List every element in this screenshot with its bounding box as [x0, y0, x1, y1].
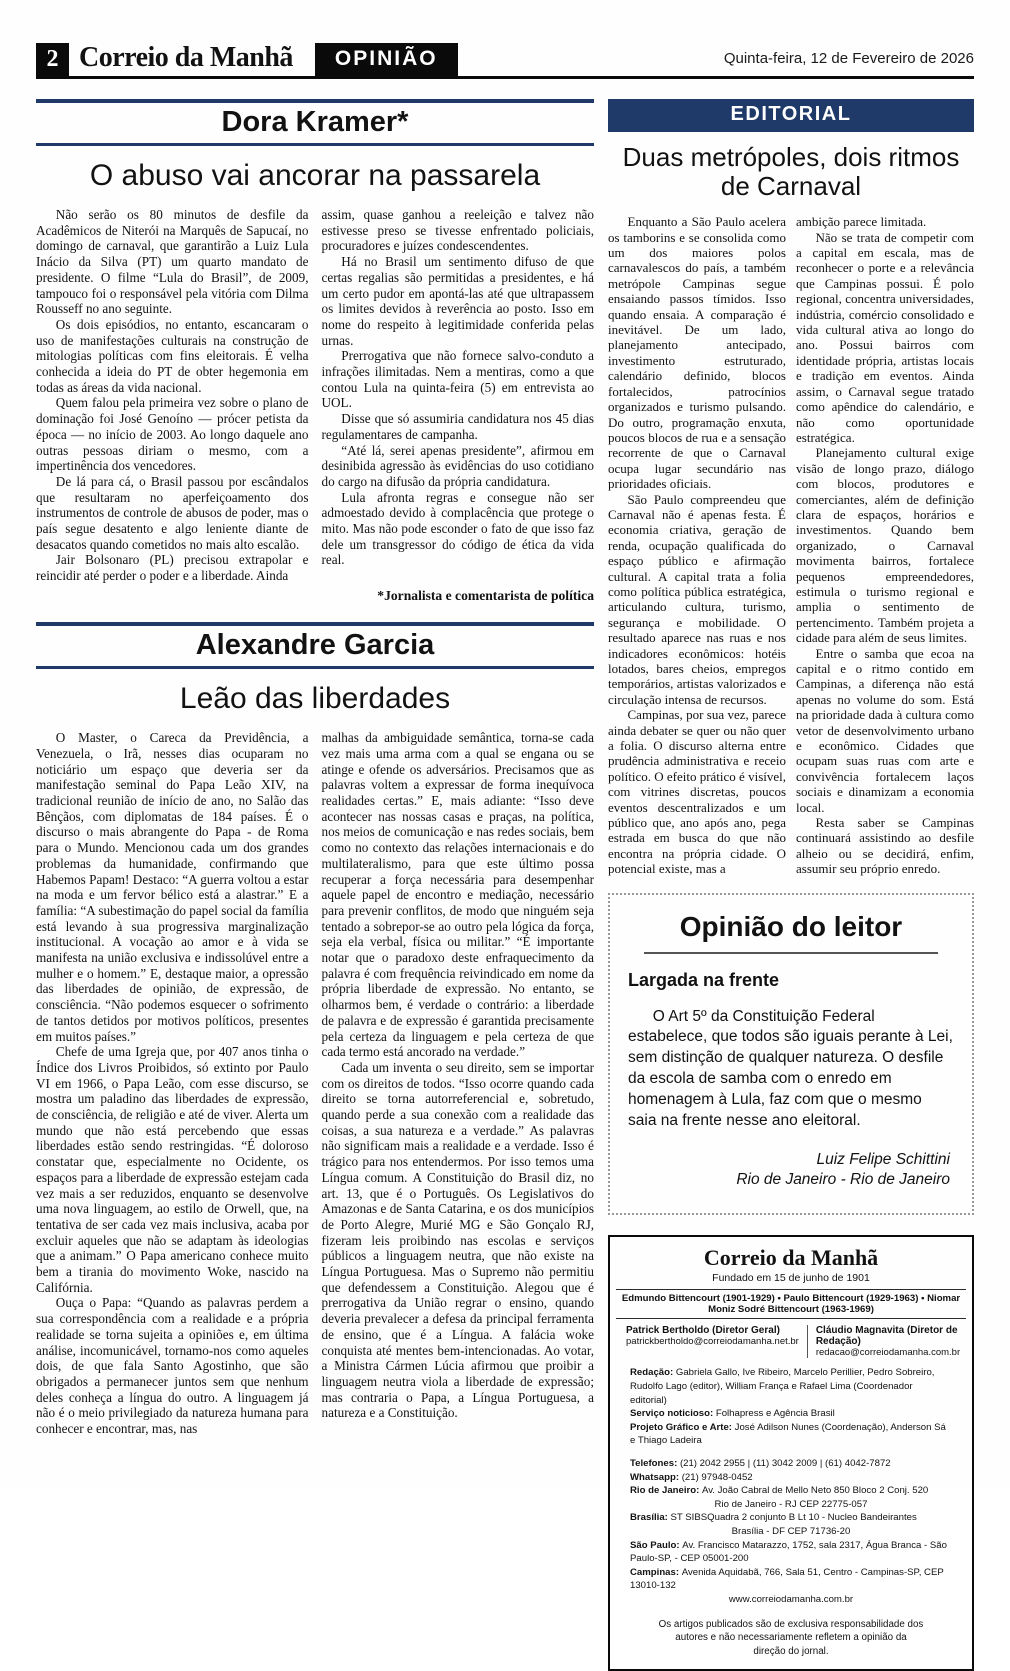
reader-opinion-title: Opinião do leitor — [644, 911, 937, 954]
left-column — [36, 99, 594, 1671]
divider-rule — [36, 99, 594, 103]
page-number: 2 — [36, 43, 69, 77]
masthead-line: Projeto Gráfico e Arte: José Adilson Nunes (Coordenação), Anderson Sá e Thiago Ladeira — [630, 1421, 946, 1447]
masthead-line: Brasília: ST SIBSQuadra 2 conjunto B Lt 10 - Nucleo Bandeirantes — [630, 1512, 917, 1524]
editorial-headline: Duas metrópoles, dois ritmos de Carnaval — [622, 142, 960, 202]
masthead-line: Whatsapp: (21) 97948-0452 — [630, 1471, 753, 1483]
director-redaction — [807, 1325, 968, 1358]
paragraph: De lá para cá, o Brasil passou por escândalos que resultaram no aperfeiçoamento dos instrumentos de controle de abusos de poder, mas o país segue desatento e algo leniente diante de desacatos quando cometidos no mais alto escalão. — [36, 473, 309, 552]
article-headline: Leão das liberdades — [179, 682, 451, 716]
author-name: Alexandre Garcia — [195, 629, 435, 662]
article-column-2 — [322, 730, 595, 1437]
paragraph: Prerrogativa que não fornece salvo-conduto a infrações ilimitadas. Nem a mentiras, como a que contou Lula na quinta-feira (5) em entrevista ao UOL. — [321, 348, 594, 411]
masthead-directors — [618, 1325, 964, 1358]
editorial-column-2 — [796, 214, 974, 876]
letter-signature-name: Luiz Felipe Schittini — [816, 1151, 950, 1169]
article-column-1 — [36, 207, 309, 604]
director-general — [618, 1325, 807, 1358]
masthead-line: Serviço noticioso: Folhapress e Agência Brasil — [630, 1408, 835, 1420]
director-redaction-name: Cláudio Magnavita (Diretor de Redação) — [815, 1325, 958, 1348]
masthead-line: Rio de Janeiro - RJ CEP 22775-057 — [714, 1498, 868, 1510]
right-column — [608, 99, 974, 1671]
section-label: OPINIÃO — [315, 43, 458, 77]
paragraph: Entre o samba que ecoa na capital e o ritmo contido em Campinas, a diferença não está apenas no volume do som. Está na prioridade dada à cultura como vetor de desenvolvimento urbano e econômico. Cidades que ocupam suas ruas com arte e convivência fortalecem laços sociais e dinamizam a economia local. — [796, 645, 974, 815]
masthead-box — [608, 1235, 974, 1670]
newspaper-logo: Correio da Manhã — [79, 42, 293, 73]
article-dora-kramer — [36, 99, 594, 604]
editorial-column-1 — [608, 214, 786, 876]
article-text — [36, 207, 594, 604]
paragraph: São Paulo compreendeu que Carnaval não é apenas festa. É economia criativa, geração de renda, ocupação qualificada do espaço público e afirmação cultural. A capital trata a folia como política pública estratégica, articulando cultura, turismo, segurança e mobilidade. O resultado aparece nas ruas e nos indicadores econômicos: hotéis lotados, bares cheios, empregos temporários, artistas valorizados e circulação intensa de recursos. — [608, 491, 786, 707]
editorial-text — [608, 214, 974, 876]
masthead-title: Correio da Manhã — [703, 1245, 879, 1271]
paragraph: Quem falou pela primeira vez sobre o plano de dominação foi José Genoíno — prócer petista da época — no início de 2003. Ao longo daquele ano outras pessoas diriam o mesmo, com a impertinência dos vencedores. — [36, 395, 309, 474]
letter-title: Largada na frente — [628, 969, 780, 990]
article-column-2 — [322, 207, 595, 604]
paragraph: ambição parece limitada. — [796, 214, 927, 230]
page-body — [36, 99, 974, 1671]
page-header — [36, 42, 974, 79]
masthead-founded: Fundado em 15 de junho de 1901 — [712, 1272, 870, 1285]
divider-rule — [36, 622, 594, 626]
masthead-line: São Paulo: Av. Francisco Matarazzo, 1752, sala 2317, Água Branca - São Paulo-SP, - CEP 05001-200 — [630, 1539, 947, 1565]
paragraph: Resta saber se Campinas continuará assistindo ao desfile alheio ou se decidirá, enfim, assumir seu próprio enredo. — [796, 815, 974, 877]
masthead-line: Telefones: (21) 2042 2955 | (11) 3042 2009 | (61) 4042-7872 — [630, 1457, 891, 1469]
director-general-name: Patrick Bertholdo (Diretor Geral) — [626, 1325, 780, 1337]
article-text — [36, 730, 594, 1437]
paragraph: “Até lá, serei apenas presidente”, afirmou em desinibida agressão às evidências do uso cotidiano do cargo na difusão da própria candidatura. — [321, 442, 594, 489]
masthead-info-lines — [618, 1366, 964, 1606]
edition-date: Quinta-feira, 12 de Fevereiro de 2026 — [723, 49, 974, 67]
paragraph: Campinas, por sua vez, parece ainda debater se quer ou não quer a folia. O discurso alterna entre prudência administrativa e receio político. O efeito prático é visível, com vitrines discretas, poucos eventos descentralizados e um público que, ano após ano, pega estrada em busca do que não encontra na própria cidade. O potencial existe, mas a — [608, 707, 786, 877]
masthead-disclaimer: Os artigos publicados são de exclusiva responsabilidade dos autores e não necessariamente refletem a opinião da direção do jornal. — [658, 1618, 924, 1658]
editorial-section — [608, 99, 974, 877]
masthead-line: www.correiodamanha.com.br — [728, 1594, 854, 1606]
divider-rule — [36, 666, 594, 669]
article-column-1 — [36, 730, 309, 1437]
director-general-email: patrickbertholdo@correiodamanha.net.br — [626, 1336, 799, 1348]
author-credit: *Jornalista e comentarista de política — [377, 588, 594, 604]
reader-opinion-box — [608, 893, 974, 1216]
paragraph: Os dois episódios, no entanto, escancaram o uso de manifestações culturais na construção de mitologias políticas com fins eleitorais. É velha conhecida a ideia do PT de obter hegemonia em todas as áreas da vida nacional. — [36, 316, 309, 395]
paragraph: Disse que só assumiria candidatura nos 45 dias regulamentares de campanha. — [321, 411, 594, 442]
column-continuation — [322, 207, 595, 568]
paragraph: O Master, o Careca da Previdência, a Venezuela, o Irã, nesses dias ocuparam no noticiário um espaço que deveria ser da manifestação seminal do Papa Leão XIV, na tradicional reunião de início de ano, no Salão das Bênçãos, com diplomatas de 184 países. É o discurso o mais abrangente do Papa - de Roma para o Mundo. Mencionou cada um dos grandes problemas da humanidade, confirmando que Habemos Papam! Destaco: “A guerra voltou a estar na moda e um fervor bélico está a alastrar.” E a família: “A subestimação do papel social da família está levando à sua progressiva marginalização institucional. A vocação ao amor e à vida se manifesta na união exclusiva e indissolúvel entre a mulher e o homem.” E, destaque maior, a opressão das liberdades de opinião, de expressão, de consciência. “Não podemos esquecer o sofrimento de tantos detidos por motivos políticos, presentes em muitos países.” — [36, 730, 309, 1044]
masthead-line: Brasília - DF CEP 71736-20 — [731, 1525, 851, 1537]
paragraph: Planejamento cultural exige visão de longo prazo, diálogo com blocos, produtores e comerciantes, além de definição clara de espaços, horários e investimentos. Quando bem organizado, o Carnaval movimenta bairros, fortalece pequenos empreendedores, estimula o turismo regional e amplia o sentimento de pertencimento. Também projeta a cidade para além de seus limites. — [796, 445, 974, 646]
paragraph: Não serão os 80 minutos de desfile da Acadêmicos de Niterói na Marquês de Sapucaí, no domingo de carnaval, que garantirão a Luiz Lula Inácio da Silva (PT) um quarto mandato de presidente. O filme “Lula do Brasil”, de 2009, tampouco foi o responsável pela vitória com Dilma Rousseff no ano seguinte. — [36, 207, 309, 317]
paragraph: Há no Brasil um sentimento difuso de que certas regalias são permitidas a presidentes, e há um certo pudor em apontá-las até que ultrapassem os limites devidos à reverência ao posto. Isso em nome do respeito à legitimidade conferida pelas urnas. — [321, 254, 594, 348]
divider-rule — [36, 143, 594, 146]
paragraph: Cada um inventa o seu direito, sem se importar com os direitos de todos. “Isso ocorre quando cada direito se torna autorreferencial e, sobretudo, quando perde a sua conexão com a realidade das coisas, a sua natureza e a verdade.” As palavras não significam mais a realidade e a verdade. Isso é trágico para nos entendermos. Por isso temos uma Língua comum. A Constituição do Brasil diz, no art. 13, que é o Português. Os Legislativos do Amazonas e de Santa Catarina, e os dos municípios de Porto Alegre, Murié MG e São Gonçalo RJ, fizeram leis proibindo nas escolas e serviços públicos a linguagem neutra, que não existe na Língua Portuguesa. Mas o Supremo não permitiu que defendessem a Constituição. Alegou que é prerrogativa da União regrar o ensino, quando deveria prevalecer a defesa da principal ferramenta de ensino, que é a Língua. A falácia woke conquista até mentes bem-intencionadas. Ao votar, a Ministra Cármen Lúcia afirmou que proibir a linguagem neutra viola a liberdade de expressão; mas contraria o Papa, a Língua Portuguesa, a natureza e a Constituição. — [321, 1059, 594, 1421]
masthead-line: Rio de Janeiro: Av. João Cabral de Mello Neto 850 Bloco 2 Conj. 520 — [630, 1485, 929, 1497]
paragraph: Enquanto a São Paulo acelera os tamborins e se consolida como um dos maiores polos carnavalescos do país, a também metrópole Campinas segue ensaiando passos tímidos. Isso quando ensaia. A comparação é inevitável. De um lado, planejamento antecipado, investimento estruturado, calendário definido, blocos fortalecidos, patrocínios organizados e turismo pulsando. Do outro, programação enxuta, poucos blocos de rua e a sensação recorrente de que o Carnaval ocupa lugar secundário nas prioridades oficiais. — [608, 214, 786, 492]
editorial-label: EDITORIAL — [608, 99, 974, 132]
paragraph: Ouça o Papa: “Quando as palavras perdem a sua correspondência com a realidade e a própria realidade se torna sujeita a opiniões e, em última análise, incomunicável, tornamo-nos como aqueles dois, de que fala Santo Agostinho, que são obrigados a permanecer juntos sem que nenhum deles conheça a língua do outro. A linguagem já não é o meio privilegiado da natureza humana para conhecer e encontrar, mas, nas — [36, 1295, 309, 1437]
masthead-line: Redação: Gabriela Gallo, Ive Ribeiro, Marcelo Perillier, Pedro Sobreiro, Rudolfo Lago (editor), William França e Rafael Lima (Coordenador editorial) — [630, 1367, 935, 1406]
director-redaction-email: redacao@correiodamanha.com.br — [815, 1347, 961, 1359]
letter-body: O Art 5º da Constituição Federal estabelece, que todos são iguais perante à Lei, sem distinção de qualquer natureza. O desfile da escola de samba com o enredo em homenagem à Lula, faz com que o mesmo saia na frente nesse ano eleitoral. — [628, 1007, 953, 1129]
paragraph: malhas da ambiguidade semântica, torna-se cada vez mais uma arma com a qual se engana ou se atinge e ofende os adversários. Precisamos que as palavras voltem a expressar de forma inequívoca realidades certas.” E, mais adiante: “Isso deve acontecer nas nossas casas e praças, na política, nos meios de comunicação e nas redes sociais, bem como no contexto das relações internacionais e do multilateralismo, para que este último possa recuperar a força necessária para desempenhar aquele papel de encontro e mediação, necessário para prevenir conflitos, de modo que ninguém seja tentado a sobrepor-se ao outro pela lógica da força, seja ela verbal, física ou militar.” “É importante notar que o paradoxo deste enfraquecimento da palavra é com frequência reivindicado em nome da própria liberdade de expressão. No entanto, se olharmos bem, é verdade o contrário: a liberdade de palavra e de expressão é garantida precisamente pela certeza da linguagem e pela certeza de que cada termo está ancorado na verdade.” — [321, 730, 594, 1060]
author-name: Dora Kramer* — [221, 106, 409, 138]
article-alexandre-garcia — [36, 622, 594, 1437]
paragraph: Não se trata de competir com a capital em escala, mas de reconhecer o porte e a relevância que Campinas possui. É polo regional, concentra universidades, indústria, comércio consolidado e vida cultural ativa ao longo do ano. Possui bairros com identidade própria, artistas locais e tradição em eventos. Ainda assim, o Carnaval segue tratado como apêndice do calendário, e não como oportunidade estratégica. — [796, 229, 974, 445]
article-headline: O abuso vai ancorar na passarela — [89, 159, 541, 192]
masthead-line: Campinas: Avenida Aquidabã, 766, Sala 51, Centro - Campinas-SP, CEP 13010-132 — [630, 1566, 944, 1592]
masthead-founders: Edmundo Bittencourt (1901-1929) • Paulo Bittencourt (1929-1963) • Niomar Moniz Sodré Bittencourt (1963-1969) — [616, 1289, 966, 1319]
paragraph: assim, quase ganhou a reeleição e talvez não estivesse preso se tivesse enfrentado policiais, procuradores e juízes condescendentes. — [321, 207, 594, 254]
paragraph: Lula afronta regras e consegue não ser admoestado devido à complacência que protege o mito. Mas não pode esconder o fato de que isso faz dele um transgressor do código de ética da vida real. — [321, 489, 594, 568]
letter-signature-location: Rio de Janeiro - Rio de Janeiro — [736, 1171, 950, 1189]
paragraph: Chefe de uma Igreja que, por 407 anos tinha o Índice dos Livros Proibidos, só extinto por Paulo VI em 1966, o Papa Leão, com esse discurso, se mostra um paladino das liberdades de expressão, de consciência, de religião e até de viver. Alerta um mundo que não está percebendo que essas liberdades estão sendo restringidas. “É doloroso constatar que, especialmente no Ocidente, os espaços para a liberdade de expressão estejam cada vez mais a ser reduzidos, enquanto se desenvolve uma nova linguagem, ao estilo de Orwell, que, na tentativa de ser cada vez mais inclusiva, acaba por excluir aqueles que não se adaptam às ideologias que a animam.” O Papa americano conhece muito bem a tirania do movimento Woke, nascido na Califórnia. — [36, 1044, 309, 1295]
paragraph: Jair Bolsonaro (PL) precisou extrapolar e reincidir até perder o poder e a liberdade. Ainda — [36, 552, 309, 584]
